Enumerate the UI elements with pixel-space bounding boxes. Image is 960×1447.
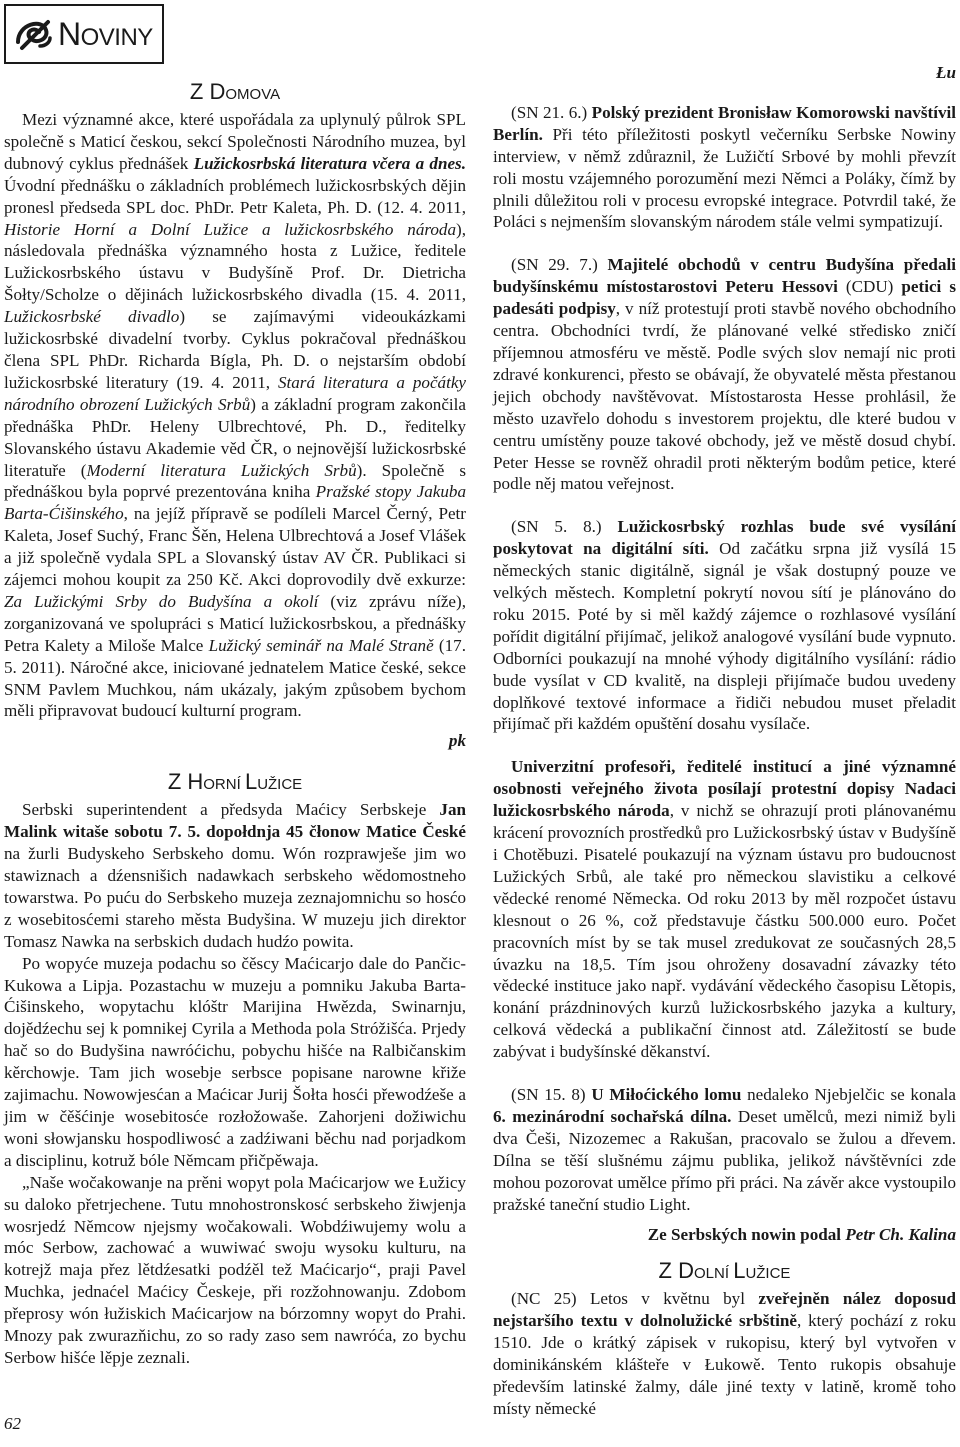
article-dolni-paragraph: (NC 25) Letos v květnu byl zveřejněn nález doposud nejstaršího textu v dolnolužické srbštině, který pochází z roku 1510. Jde o krátký zápisek v rukopisu, který byl vytvořen v dominikánském klášteře v Łukowě. Tento rukopis obsahuje především latinské žalmy, dále jiné texty v latině, kromě toho místy německé xyxy=(493,1289,957,1418)
section-heading-domova: Z DOMOVA xyxy=(189,79,281,104)
news-item-socharska-dilna: (SN 15. 8) U Miłoćického lomu nedaleko Njebjelčic se konala 6. mezinárodní sochařská dílna. Deset umělců, mezi nimiž byli dva Češi, Nizozemec a Rakušan, pracovalo se žulou a dřevem. Dílna se těší slušnému zájmu publika, jelikož návštěvníci zde mohou pozorovat umělce přímo při práci. Na závěr akce vystoupilo pražské taneční studio Light. xyxy=(493,1085,956,1214)
article-domova-paragraph: Mezi významné akce, které uspořádala za uplynulý půlrok SPL společně s Maticí českou, sekcí Společnosti Národního muzea, byl dubnový cyklus přednášek Lužickosrbská literatura včera a dnes. Úvodní přednášku o základních problémech lužickosrbských dějin pronesl předseda SPL doc. PhDr. Petr Kaleta, Ph. D. (12. 4. 2011, Historie Horní a Dolní Lužice a lužickosrbského národa), následovala přednáška významného hosta z Lužice, ředitele Lužickosrbského ústavu v Budyšíně Prof. Dr. Dietricha Šołty/Scholze o dějinách lužickosrbského divadla (15. 4. 2011, Lužickosrbské divadlo) se zajímavými videoukázkami lužickosrbské divadelní tvorby. Cyklus pokračoval přednáškou člena SPL PhDr. Richarda Bígla, Ph. D. o nejstarším období lužickosrbské literatury (19. 4. 2011, Stará literatura a počátky národního obrození Lužických Srbů) a základní program zakončila přednáška PhDr. Heleny Ulbrechtové, Ph. D., ředitelky Slovanského ústavu Akademie věd ČR, o nejnovější lužickosrbské literatuře (Moderní literatura Lužických Srbů). Společně s přednáškou byla poprvé prezentována kniha Pražské stopy Jakuba Barta-Ćišinského, na jejíž přípravě se podíleli Marcel Černý, Petr Kaleta, Josef Suchý, Franc Šěn, Helena Ulbrechtová a Josef Vlášek a již společně vydala SPL a Slovanský ústav AV ČR. Publikaci si zájemci mohou koupit za 250 Kč. Akci doprovodily dvě exkurze: Za Lužickými Srby do Budyšína a okolí (viz zprávu níže), zorganizovaná ve spolupráci s Maticí lužickosrbskou, a přednášky Petra Kalety a Miloše Malce Lužický seminář na Malé Straně (17. 5. 2011). Náročné akce, iniciované jednatelem Matice české, sekce SNM Pavlem Muchkou, nám ukázaly, jakým způsobem bychom měli připravovat budoucí kulturní program. xyxy=(4,110,467,721)
news-item-komorowski: (SN 21. 6.) Polský prezident Bronisław Komorowski navštívil Berlín. Při této příležitosti poskytl večerníku Serbske Nowiny interview, v němž zdůraznil, že Lužičtí Srbové by mohli převzít roli mostu vzájemného porozumění mezi Němci a Poláky, čímž by plnili důležitou roli v procesu evropské integrace. Potvrdil také, že Poláci s nejmenším slovanským národem stále velmi sympatizují. xyxy=(493,102,956,232)
article-horni-paragraph-3: „Naše wočakowanje na prěni wopyt pola Maćicarjow we Łužicy su daloko přetrjechene. Tutu mnohostronskosć serbskeho žiwjenja wosrjedź Němcow njejsmy wočakowali. Wobdźiwujemy wolu a móc Serbow, zachować a wuwiwać swoju wysoku kulturu, na kotrejž maja přez lětdźesatki podźěl tež Maćicarjo“, praji Pavel Muchka, jednaćel Maćicy Českeje, při rozžohnowanju. Zdobom přeprosy wón łužiskich Maćicarjow na bórzomny wopyt do Prahi. Mnozy pak zwurazňichu, zo so rady zaso sem nawróća, zo bychu Serbow hišće lěpje zeznali. xyxy=(4,1172,466,1367)
news-item-petice: (SN 29. 7.) Majitelé obchodů v centru Budyšína předali budyšínskému místostarostovi Peteru Hessovi (CDU) petici s padesáti podpisy, v níž protestují proti stavbě nového obchodního centra. Obchodníci tvrdí, že plánované velké středisko zničí příjemnou atmosféru ve městě. Podle svých slov nemají nic proti zdravé konkurenci, přesto se obávají, že obyvatelé města přestanou jejich obchody navštěvovat. Místostarosta Hesse prohlásil, že město uzavřelo dohodu s investorem projektu, dle které budou v centru umístěny pouze takové obchody, jež ve městě dosud chybí. Peter Hesse se rovněž ohradil proti některým bodům petice, které podle něj matou veřejnost. xyxy=(493,255,956,494)
news-item-protestni-dopisy: Univerzitní profesoři, ředitelé institucí a jiné významné osobnosti veřejného života posílají protestní dopisy Nadaci lužickosrbského národa, v nichž se ohrazují proti plánovanému krácení provozních prostředků pro Lužickosrbský ústav v Budyšíně i Chotěbuzi. Pisatelé poukazují na význam ústavu pro budoucnost Lužických Srbů, ale také pro německou slavistiku a celkové vědecké renomé Německa. Od roku 2013 by měl rozpočet ústavu klesnout o 26 %, což představuje částku 500.000 euro. Počet pracovních míst by se tak musel zredukovat ze současných 28,5 úvazku na 18,5. Tím jsou ohroženy dosavadní závazky této vědecké instituce jako např. vydávání vědeckého časopisu Lětopis, konání prázdninových kurzů lužickosrbského jazyka a kultury, celková vědecká a publikační činnost atd. Záležitostí se bude zabývat i budyšínské děkanství. xyxy=(493,757,956,1062)
article-horni-paragraph-1: Serbski superintendent a předsyda Maćicy Serbskeje Jan Malink witaše sobotu 7. 5. dopołdnja 45 čłonow Matice České na žurli Budyskeho Serbskeho domu. Wón rozprawješe jim wo stawiznach a dźensnišich nadawkach serbskeho wědomostneho towarstwa. Po puću do Serbskeho muzeja zeznajomnichu so hosćo z wosebitosćemi stareho města Budyšina. W muzeju jich direktor Tomasz Nawka na serbskich dudach hudźo powita. xyxy=(4,800,466,951)
author-signature-pk: pk xyxy=(448,731,466,751)
page-number: 62 xyxy=(4,1414,21,1433)
author-signature-lu: Łu xyxy=(936,63,956,82)
article-horni-paragraph-2: Po wopyće muzeja podachu so čěscy Maćicarjo dale do Pančic-Kukowa a Lipja. Pozastachu w muzeju a pomniku Jakuba Barta-Ćišinskeho, wopytachu klóštr Marijina Hwězda, Swinarnju, dojědźechu sej k pomnikej Cyrila a Methoda pola Stróžišća. Prjedy hač so do Budyšina nawróćichu, pobychu hišće na Ralbičanskim kěrchowje. Tam jich wosebje serbsce popisane narowne křiže zajimachu. Nowowjesćan a Maćicar Jurij Šołta hosći přewodźeše a jim w čěšćinje wosebitosće rozłožowaše. Zahorjeni dožiwichu woni słowjansku hospodliwosć a zadźiwani běchu nad porjadkom a disciplinu, kotruž bóle Němcam přičpěwaja. xyxy=(4,953,466,1170)
right-column-content xyxy=(493,62,956,1420)
section-heading-dolni-luzice: Z DOLNÍ LUŽICE xyxy=(658,1258,791,1284)
left-column xyxy=(4,0,466,1369)
logo-text: NOVINY xyxy=(58,15,153,52)
section-heading-horni-luzice: Z HORNÍ LUŽICE xyxy=(167,769,303,795)
news-item-rozhlas: (SN 5. 8.) Lužickosrbský rozhlas bude své vysílání poskytovat na digitální síti. Od začátku srpna již vysílá 15 německých stanic digitálně, signál je však dostupný pouze ve velkých městech. Kompletní pokrytí novou sítí je plánováno do roku 2015. Poté by si měl každý zájemce o rozhlasové vysílání pořídit digitální přijímač, jelikož analogové vysílání bude vypnuto. Odborníci poukazují na mnohé výhody digitálního vysílání: rádio bude vysílat v CD kvalitě, na displeji přijímače budou uvedeny doplňkové textové informace a řidiči nebudou muset přeladit přijímač při každém opuštění dosahu vysílače. xyxy=(493,517,956,734)
author-signature-kalina: Ze Serbských nowin podal Petr Ch. Kalina xyxy=(647,1224,956,1244)
